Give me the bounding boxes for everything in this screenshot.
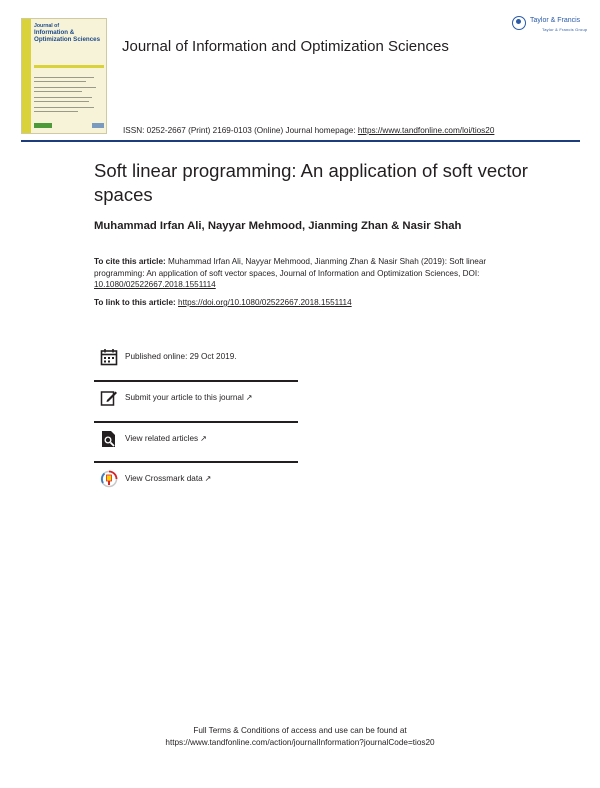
external-link-icon: ↗ [245, 393, 253, 402]
header-divider [21, 140, 580, 142]
citation-block: To cite this article: Muhammad Irfan Ali, Nayyar Mehmood, Jianming Zhan & Nasir Shah (2019): Soft linear programming: An application of soft vector spaces, Journal of Information and Optimization Sciences, DOI: 10.1080/02522667.2018.1551114 [94, 257, 487, 289]
doi-link[interactable]: 10.1080/02522667.2018.1551114 [94, 280, 216, 289]
footer-terms-text: Full Terms & Conditions of access and use can be found at [193, 726, 407, 735]
journal-title: Journal of Information and Optimization Sciences [122, 38, 449, 55]
crossmark-row[interactable] [100, 470, 298, 498]
edit-icon [100, 389, 118, 407]
article-title: Soft linear programming: An application of soft vector spaces [94, 160, 528, 205]
info-divider [94, 461, 298, 463]
external-link-icon: ↗ [200, 434, 207, 443]
crossmark-link[interactable]: View Crossmark data ↗ [125, 474, 212, 483]
calendar-icon [100, 348, 118, 366]
publisher-logo: Taylor & Francis Taylor & Francis Group [512, 14, 586, 44]
published-row [100, 348, 298, 376]
published-date: Published online: 29 Oct 2019. [125, 352, 237, 361]
related-articles-link[interactable]: View related articles ↗ [125, 434, 207, 443]
info-divider [94, 380, 298, 382]
journal-homepage-link[interactable]: https://www.tandfonline.com/loi/tios20 [357, 126, 495, 135]
info-divider [94, 421, 298, 423]
footer [0, 725, 600, 749]
article-authors: Muhammad Irfan Ali, Nayyar Mehmood, Jianming Zhan & Nasir Shah [94, 220, 462, 232]
article-link-block: To link to this article: https://doi.org/10.1080/02522667.2018.1551114 [94, 298, 352, 307]
external-link-icon: ↗ [204, 474, 212, 483]
crossmark-icon [100, 470, 118, 488]
cover-title: Journal of Information & Optimization Sciences [34, 23, 101, 43]
issn-line: ISSN: 0252-2667 (Print) 2169-0103 (Online) Journal homepage: https://www.tandfonline.com/loi/tios20 [123, 126, 495, 135]
journal-cover-image [21, 18, 107, 134]
submit-article-row[interactable] [100, 389, 298, 417]
related-articles-row[interactable] [100, 430, 298, 458]
submit-article-link[interactable]: Submit your article to this journal ↗ [125, 393, 253, 402]
related-articles-icon [100, 430, 118, 448]
footer-terms-link[interactable]: https://www.tandfonline.com/action/journalInformation?journalCode=tios20 [165, 738, 435, 747]
publisher-logo-icon [512, 16, 526, 30]
article-url-link[interactable]: https://doi.org/10.1080/02522667.2018.1551114 [178, 298, 352, 307]
